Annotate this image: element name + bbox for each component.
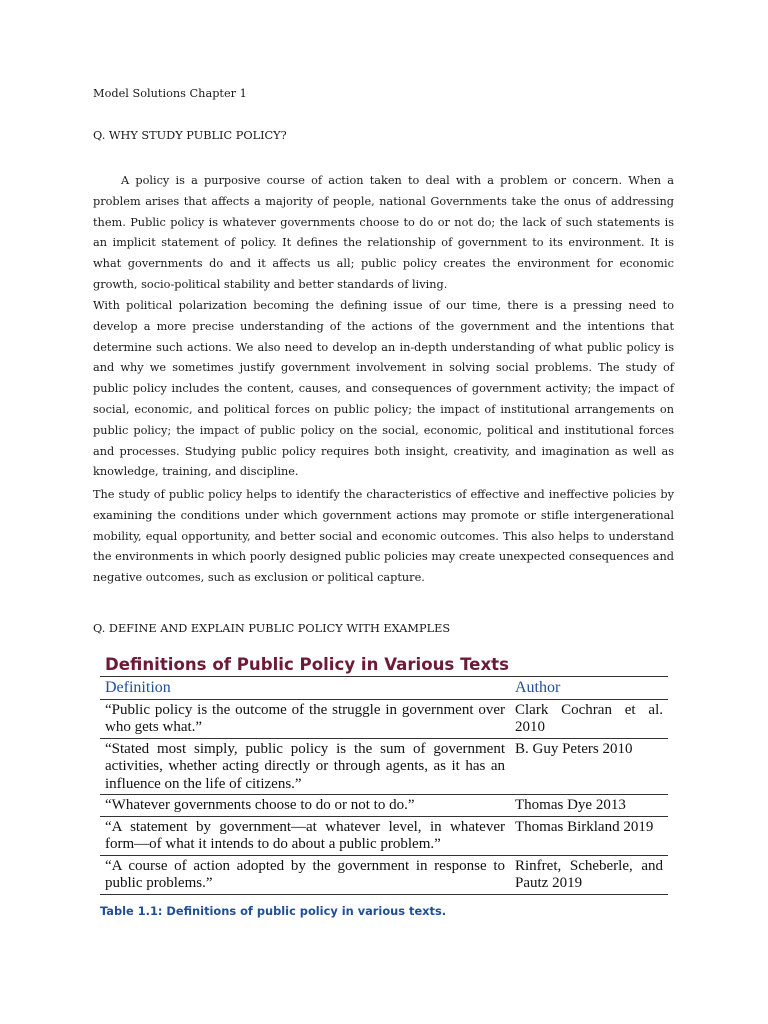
table-caption: Table 1.1: Definitions of public policy in various texts.: [100, 904, 447, 918]
author-cell: Rinfret, Scheberle, and Pautz 2019: [510, 855, 668, 894]
definition-cell: “A course of action adopted by the government in response to public problems.”: [100, 855, 510, 894]
author-column-header: Author: [510, 677, 668, 700]
paragraph-text: With political polarization becoming the defining issue of our time, there is a pressing need to develop a more precise understanding of the actions of the government and the intentions that determine such actions. We also need to develop an in-depth understanding of what public policy is and why we sometimes justify government involvement in solving social problems. The study of public policy includes the content, causes, and consequences of government activity; the impact of social, economic, and political forces on public policy; the impact of institutional arrangements on public policy; the impact of public policy on the social, economic, political and institutional forces and processes. Studying public policy requires both insight, creativity, and imagination as well as knowledge, training, and discipline.: [93, 299, 674, 479]
definition-column-header: Definition: [100, 677, 510, 700]
table-row: [100, 795, 668, 817]
page-title: Model Solutions Chapter 1: [93, 87, 247, 100]
table-row: [100, 699, 668, 738]
table-header-row: [100, 677, 668, 700]
definition-cell: “Stated most simply, public policy is the sum of government activities, whether acting directly or through agents, as it has an influence on the life of citizens.”: [100, 738, 510, 795]
definitions-table: [100, 676, 668, 895]
paragraph-text: The study of public policy helps to identify the characteristics of effective and ineffective policies by examining the conditions under which government actions may promote or stifle intergenerational mobility, equal opportunity, and better social and economic outcomes. This also helps to understand the environments in which poorly designed public policies may create unexpected consequences and negative outcomes, such as exclusion or political capture.: [93, 488, 674, 585]
author-cell: Clark Cochran et al. 2010: [510, 699, 668, 738]
author-cell: B. Guy Peters 2010: [510, 738, 668, 795]
table-row: [100, 816, 668, 855]
question-heading-1: Q. WHY STUDY PUBLIC POLICY?: [93, 129, 287, 142]
paragraph-3: [93, 485, 674, 589]
definition-cell: “Whatever governments choose to do or not to do.”: [100, 795, 510, 817]
paragraph-1: [93, 171, 674, 296]
definition-cell: “Public policy is the outcome of the struggle in government over who gets what.”: [100, 699, 510, 738]
table-row: [100, 738, 668, 795]
table-title: Definitions of Public Policy in Various Texts: [105, 655, 509, 674]
paragraph-text: A policy is a purposive course of action taken to deal with a problem or concern. When a problem arises that affects a majority of people, national Governments take the onus of addressing them. Public policy is whatever governments choose to do or not do; the lack of such statements is an implicit statement of policy. It defines the relationship of government to its environment. It is what governments do and it affects us all; public policy creates the environment for economic growth, socio-political stability and better standards of living.: [93, 174, 674, 291]
table-row: [100, 855, 668, 894]
author-cell: Thomas Dye 2013: [510, 795, 668, 817]
question-heading-2: Q. DEFINE AND EXPLAIN PUBLIC POLICY WITH EXAMPLES: [93, 622, 451, 635]
author-cell: Thomas Birkland 2019: [510, 816, 668, 855]
paragraph-2: [93, 296, 674, 483]
definition-cell: “A statement by government—at whatever level, in whatever form—of what it intends to do about a public problem.”: [100, 816, 510, 855]
